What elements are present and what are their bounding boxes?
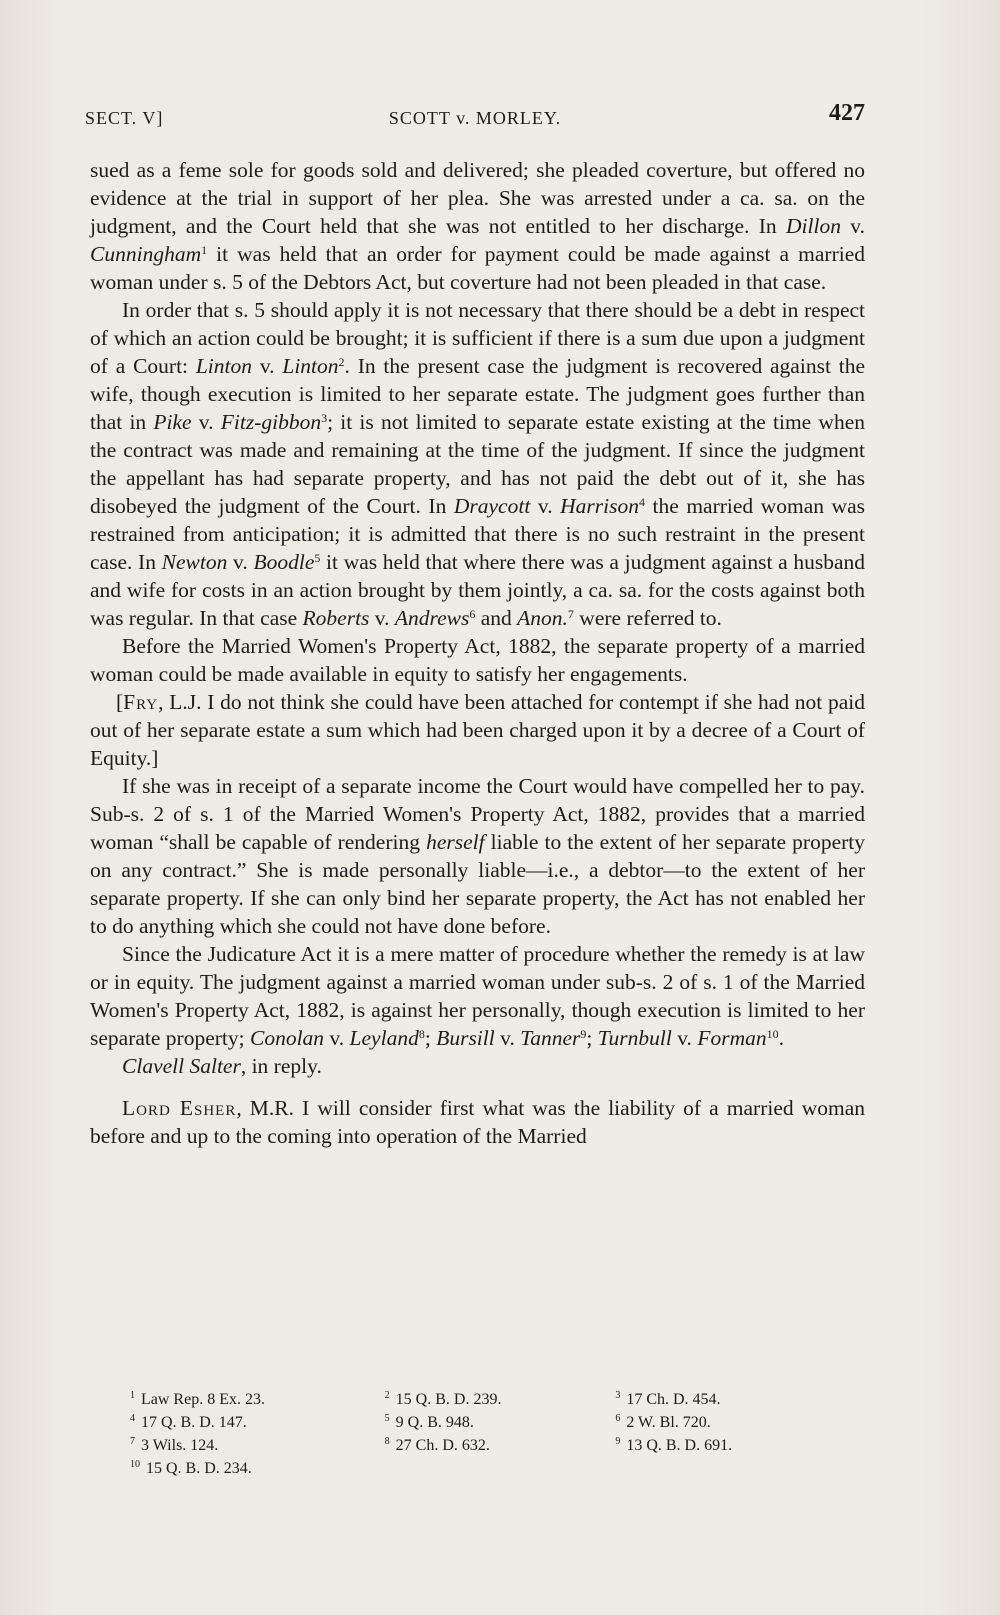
case-name: Andrews bbox=[394, 606, 470, 630]
footnote-row bbox=[130, 1388, 870, 1411]
text-run: ; it is not limited to separate estate existing at the time when the contract was made and remaining at the time of the judgment. If since the judgment the appellant has had separate property, and has not paid the debt out of it, she has disobeyed the judgment of the Court. In bbox=[90, 410, 865, 518]
case-name: Harrison bbox=[560, 494, 639, 518]
footnote-1 bbox=[130, 1388, 385, 1411]
footnotes bbox=[130, 1388, 870, 1480]
emphasis: herself bbox=[426, 830, 485, 854]
paragraph-2 bbox=[90, 296, 865, 632]
text-run: v. bbox=[252, 354, 283, 378]
case-name: Draycott bbox=[453, 494, 531, 518]
text-run: Since the Judicature Act it is a mere matter of procedure whether the remedy is at law or in equity. The judgment against a married woman under sub-s. 2 of s. 1 of the Married Women's Property Act, 1882, is against her personally, though execution is limited to her separate property; bbox=[90, 942, 865, 1050]
text-run: and bbox=[475, 606, 518, 630]
page-number: 427 bbox=[829, 100, 865, 126]
footnote-text: 17 Q. B. D. 147. bbox=[141, 1414, 247, 1431]
paragraph-8 bbox=[90, 1094, 865, 1150]
footnote-ref[interactable]: 10 bbox=[766, 1027, 779, 1041]
footnote-text: 9 Q. B. 948. bbox=[395, 1414, 474, 1431]
case-name: Turnbull bbox=[597, 1026, 672, 1050]
case-name: Dillon bbox=[786, 214, 841, 238]
case-name: Roberts bbox=[302, 606, 370, 630]
section-label: SECT. V] bbox=[85, 108, 164, 128]
paragraph-7 bbox=[90, 1052, 865, 1080]
judge-name: Lord Esher bbox=[122, 1096, 237, 1120]
case-name: Newton bbox=[161, 550, 228, 574]
footnote-ref[interactable]: 1 bbox=[201, 243, 208, 257]
footnote-10 bbox=[130, 1457, 395, 1480]
footnote-number: 6 bbox=[615, 1413, 621, 1424]
footnote-row bbox=[130, 1434, 870, 1457]
text-run: sued as a feme sole for goods sold and delivered; she pleaded coverture, but offered no evidence at the trial in support of her plea. She was arrested under a ca. sa. on the judgment, and the Court held that she was not entitled to her discharge. In bbox=[90, 158, 865, 238]
footnote-ref[interactable]: 5 bbox=[314, 551, 321, 565]
footnote-8 bbox=[385, 1434, 616, 1457]
text-run: liable to the extent of her separate property on any contract.” She is made personally liable—i.e., a debtor—to the extent of her separate property. If she can only bind her separate property, the Act has not enabled her to do anything which she could not have done before. bbox=[90, 830, 865, 938]
footnote-ref[interactable]: 8 bbox=[418, 1027, 425, 1041]
footnote-3 bbox=[615, 1388, 870, 1411]
text-run: I will consider first what was the liability of a married woman before and up to the coming into operation of the Married bbox=[90, 1096, 865, 1148]
paragraph-5 bbox=[90, 772, 865, 940]
case-name: Fitz-gibbon bbox=[220, 410, 322, 434]
case-name: Bursill bbox=[436, 1026, 495, 1050]
footnote-text: 15 Q. B. D. 234. bbox=[146, 1460, 252, 1477]
footnote-text: Law Rep. 8 Ex. 23. bbox=[141, 1391, 265, 1408]
text-run: ; bbox=[586, 1026, 598, 1050]
text-run: v. bbox=[494, 1026, 521, 1050]
case-name: Anon. bbox=[517, 606, 568, 630]
case-name: Forman bbox=[697, 1026, 767, 1050]
footnote-text: 15 Q. B. D. 239. bbox=[395, 1391, 502, 1408]
case-name: Linton bbox=[282, 354, 339, 378]
footnote-number: 7 bbox=[130, 1436, 135, 1447]
paragraph-3: Before the Married Women's Property Act, 1882, the separate property of a married woman could be made available in equity to satisfy her engagements. bbox=[90, 634, 865, 686]
text-run: the married woman was restrained from anticipation; it is admitted that there is no such restraint in the present case. In bbox=[90, 494, 865, 574]
judge-name: Fry bbox=[123, 690, 159, 714]
text-run: I do not think she could have been attached for contempt if she had not paid out of her separate estate a sum which had been charged upon it by a decree of a Court of Equity.] bbox=[90, 690, 866, 770]
footnote-ref[interactable]: 4 bbox=[638, 495, 645, 509]
text-run: v. bbox=[530, 494, 561, 518]
text-run: v. bbox=[369, 606, 395, 630]
text-run: v. bbox=[227, 550, 254, 574]
body-text bbox=[90, 156, 865, 1150]
text-run: , in reply. bbox=[240, 1054, 322, 1078]
footnote-number: 2 bbox=[384, 1390, 390, 1401]
text-run: ; bbox=[424, 1026, 437, 1050]
case-title: SCOTT v. MORLEY. bbox=[388, 108, 562, 128]
running-header bbox=[85, 100, 865, 134]
text-run: v. bbox=[191, 410, 221, 434]
footnote-ref[interactable]: 3 bbox=[321, 411, 328, 425]
footnote-text: 3 Wils. 124. bbox=[141, 1437, 219, 1454]
case-name: Tanner bbox=[520, 1026, 581, 1050]
case-name: Conolan bbox=[249, 1026, 325, 1050]
footnote-number: 5 bbox=[384, 1413, 390, 1424]
footnote-number: 9 bbox=[615, 1436, 621, 1447]
case-name: Pike bbox=[153, 410, 192, 434]
text-run: . bbox=[778, 1026, 784, 1050]
text-run: v. bbox=[840, 214, 865, 238]
case-name: Linton bbox=[195, 354, 252, 378]
case-name: Leyland bbox=[349, 1026, 419, 1050]
paragraph-4 bbox=[90, 688, 865, 772]
paragraph-6 bbox=[90, 940, 865, 1052]
footnote-text: 17 Ch. D. 454. bbox=[626, 1391, 721, 1408]
counsel-name: Clavell Salter bbox=[122, 1054, 241, 1078]
paragraph-1 bbox=[90, 156, 865, 296]
footnote-row bbox=[130, 1411, 870, 1434]
footnote-number: 10 bbox=[130, 1459, 140, 1470]
case-name: Cunningham bbox=[90, 242, 202, 266]
footnote-number: 3 bbox=[615, 1390, 621, 1401]
footnote-5 bbox=[385, 1411, 616, 1434]
footnote-9 bbox=[615, 1434, 870, 1457]
text-run: it was held that where there was a judgment against a husband and wife for costs in an action brought by them jointly, a ca. sa. for the costs against both was regular. In that case bbox=[90, 550, 866, 630]
text-run: In order that s. 5 should apply it is not necessary that there should be a debt in respect of which an action could be brought; it is sufficient if there is a sum due upon a judgment of a Court: bbox=[90, 298, 865, 378]
footnote-text: 13 Q. B. D. 691. bbox=[626, 1437, 733, 1454]
text-run: it was held that an order for payment could be made against a married woman under s. 5 of the Debtors Act, but coverture had not been pleaded in that case. bbox=[90, 242, 865, 294]
case-name: Boodle bbox=[253, 550, 315, 574]
open-bracket: [ bbox=[116, 690, 124, 714]
judge-title: , M.R. bbox=[236, 1096, 295, 1120]
text-run: . In the present case the judgment is recovered against the wife, though execution is limited to her separate estate. The judgment goes further than that in bbox=[90, 354, 865, 434]
footnote-4 bbox=[130, 1411, 385, 1434]
text-run: v. bbox=[671, 1026, 698, 1050]
footnote-7 bbox=[130, 1434, 385, 1457]
footnote-text: 2 W. Bl. 720. bbox=[626, 1414, 711, 1431]
footnote-ref[interactable]: 7 bbox=[567, 607, 574, 621]
footnote-6 bbox=[615, 1411, 870, 1434]
footnote-2 bbox=[385, 1388, 616, 1411]
footnote-ref[interactable]: 6 bbox=[469, 607, 476, 621]
footnote-text: 27 Ch. D. 632. bbox=[395, 1437, 490, 1454]
text-run: v. bbox=[324, 1026, 350, 1050]
footnote-row bbox=[130, 1457, 870, 1480]
footnote-number: 4 bbox=[130, 1413, 135, 1424]
footnote-number: 8 bbox=[384, 1436, 390, 1447]
text-run: were referred to. bbox=[573, 606, 722, 630]
footnote-number: 1 bbox=[130, 1390, 135, 1401]
text-run: If she was in receipt of a separate income the Court would have compelled her to pay. Sub-s. 2 of s. 1 of the Married Women's Property Act, 1882, provides that a married woman “shall be capable of rendering bbox=[90, 774, 865, 854]
footnote-ref[interactable]: 2 bbox=[338, 355, 345, 369]
footnote-ref[interactable]: 9 bbox=[580, 1027, 587, 1041]
judge-title: , L.J. bbox=[158, 690, 202, 714]
